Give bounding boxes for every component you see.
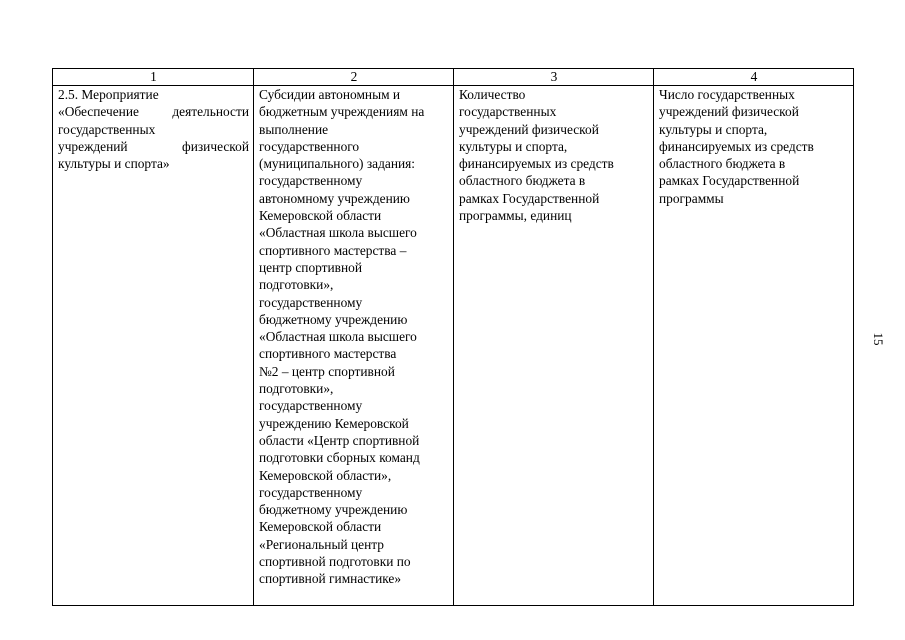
- header-row: [53, 69, 854, 86]
- indicator-name-text: Количество государственных учреждений физической культуры и спорта, финансируемых из средств областного бюджета в рамках Государственной программы, единиц: [459, 87, 614, 224]
- measure-name-line: учреждений физической: [58, 138, 249, 154]
- column-header-1: 1: [53, 69, 254, 86]
- measure-name-line: 2.5. Мероприятие: [58, 87, 159, 102]
- indicator-name-cell: [454, 86, 654, 606]
- column-header-4: 4: [654, 69, 854, 86]
- indicators-table: [52, 68, 854, 606]
- indicator-method-cell: [654, 86, 854, 606]
- measure-name-line: культуры и спорта»: [58, 156, 170, 172]
- measure-name-line: «Обеспечение деятельности: [58, 104, 249, 120]
- table-row: [53, 86, 854, 606]
- subsidies-description-text: Субсидии автономным и бюджетным учреждениям на выполнение государственного (муниципального) задания: государственному автономному учреждению Кемеровской области «Областная школа высшего спортивного мастерства – центр спортивной подготовки», государственному бюджетному учреждению «Областная школа высшего спортивного мастерства №2 – центр спортивной подготовки», государственному учреждению Кемеровской области «Центр спортивной подготовки сборных команд Кемеровской области», государственному бюджетному учреждению Кемеровской области «Региональный центр спортивной подготовки по спортивной гимнастике»: [259, 87, 425, 587]
- page-number: 15: [871, 332, 886, 346]
- column-header-3: 3: [454, 69, 654, 86]
- indicator-method-text: Число государственных учреждений физической культуры и спорта, финансируемых из средств областного бюджета в рамках Государственной программы: [659, 87, 814, 206]
- column-header-2: 2: [254, 69, 454, 86]
- subsidies-description-cell: [254, 86, 454, 606]
- measure-name-cell: [53, 86, 254, 606]
- measure-name-line: государственных: [58, 121, 156, 137]
